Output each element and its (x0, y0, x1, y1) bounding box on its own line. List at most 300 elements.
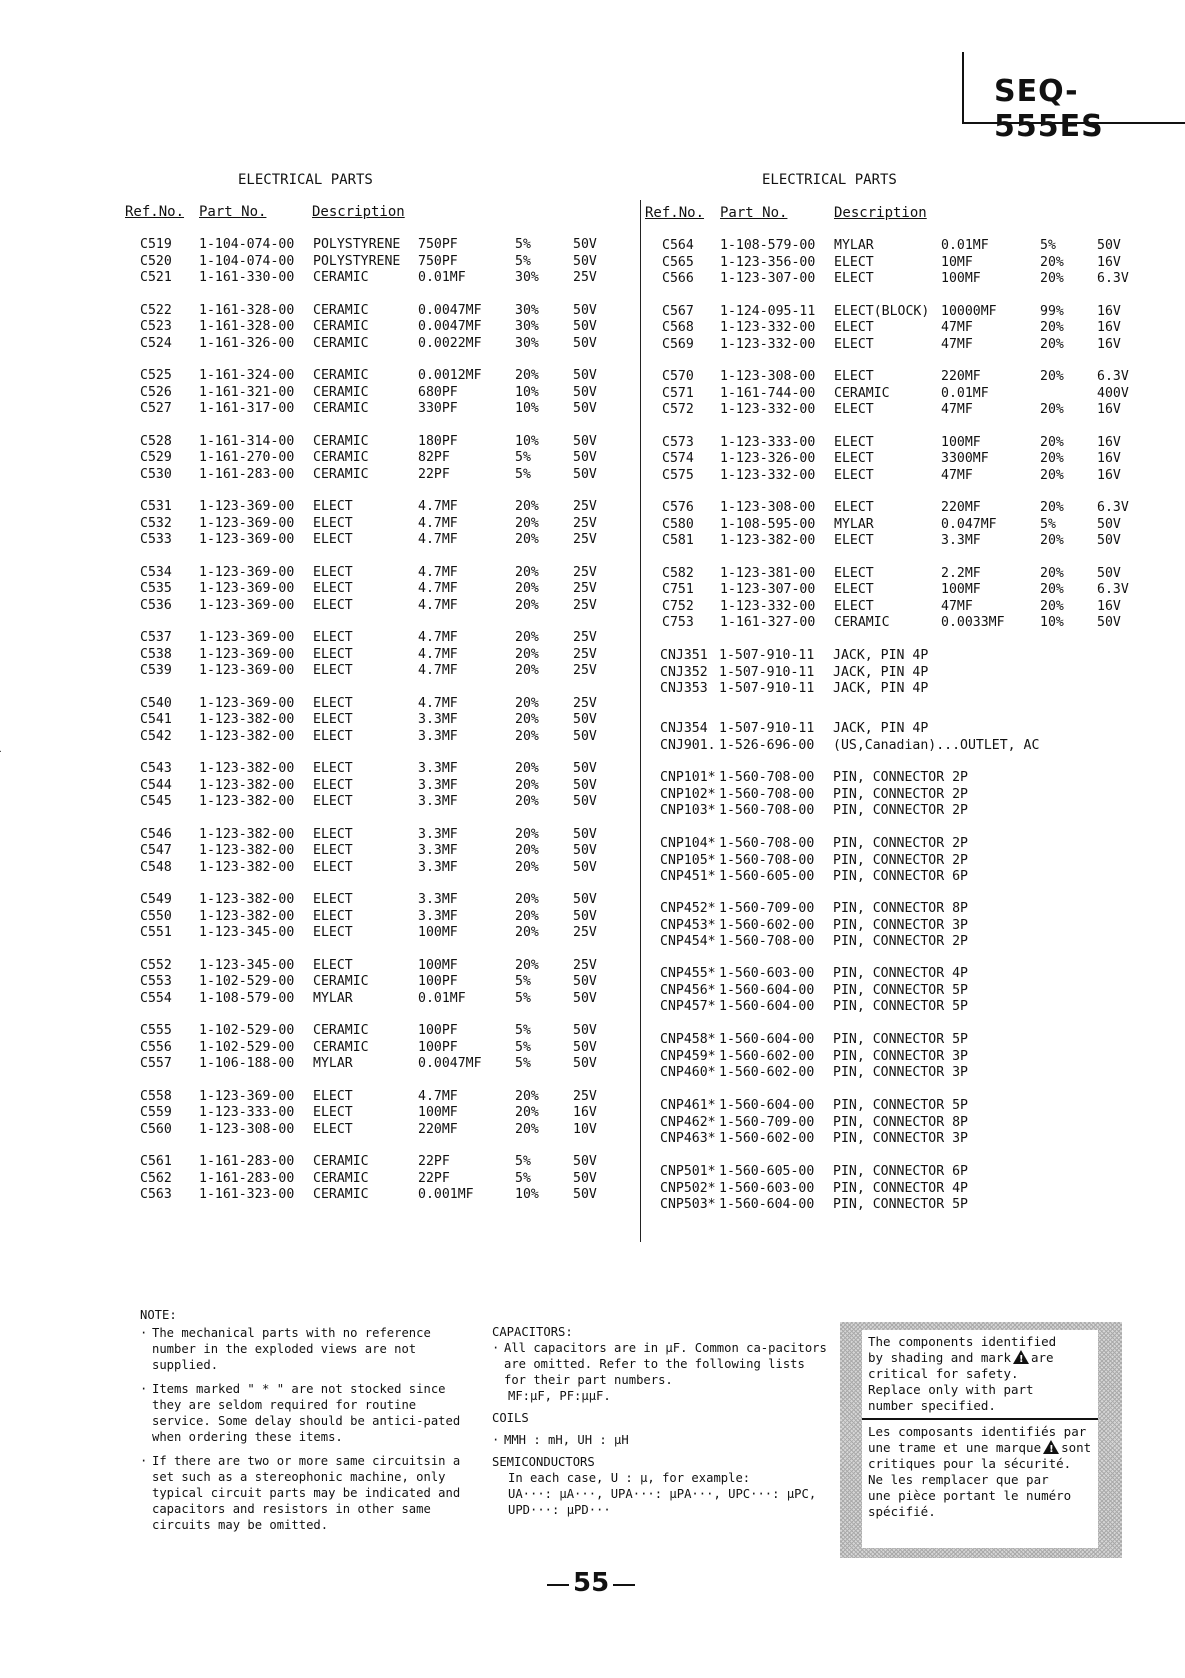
cell-part-no: 1-108-579-00 (720, 238, 816, 253)
safety-en-line (868, 1350, 1092, 1366)
cell-voltage: 25V (573, 696, 597, 711)
cell-ref-no: C520 (140, 254, 172, 269)
safety-fr-line: Les composants identifiés par (868, 1424, 1087, 1439)
cell-part-no: 1-161-328-00 (199, 319, 295, 334)
safety-en-line: The components identified (868, 1334, 1057, 1349)
cell-description: ELECT (834, 599, 874, 614)
cell-ref-no: CNP461* (660, 1098, 716, 1113)
cell-description: PIN, CONNECTOR 3P (833, 1131, 968, 1146)
cell-voltage: 50V (573, 368, 597, 383)
cell-ref-no: CNP452* (660, 901, 716, 916)
cell-description: JACK, PIN 4P (833, 648, 929, 663)
cell-voltage: 50V (1097, 238, 1121, 253)
cell-value: 220MF (418, 1122, 458, 1137)
cell-ref-no: CNJ351 (660, 648, 708, 663)
cell-value: 0.01MF (941, 238, 989, 253)
cell-part-no: 1-102-529-00 (199, 1023, 295, 1038)
warning-triangle-icon (0, 738, 1, 752)
cell-description: CERAMIC (313, 974, 369, 989)
cell-description: ELECT (313, 499, 353, 514)
cell-voltage: 50V (573, 385, 597, 400)
cell-part-no: 1-560-604-00 (719, 999, 815, 1014)
cell-part-no: 1-123-332-00 (720, 468, 816, 483)
cell-value: 82PF (418, 450, 450, 465)
cell-description: JACK, PIN 4P (833, 681, 929, 696)
cell-ref-no: C535 (140, 581, 172, 596)
cell-ref-no: C565 (662, 255, 694, 270)
cell-part-no: 1-102-529-00 (199, 1040, 295, 1055)
cell-voltage: 50V (573, 712, 597, 727)
cell-ref-no: C568 (662, 320, 694, 335)
cell-ref-no: C571 (662, 386, 694, 401)
cell-ref-no: C562 (140, 1171, 172, 1186)
cell-ref-no: CNP502* (660, 1181, 716, 1196)
cell-voltage: 50V (573, 1040, 597, 1055)
cell-value: 4.7MF (418, 565, 458, 580)
cell-ref-no: C533 (140, 532, 172, 547)
cell-description: PIN, CONNECTOR 2P (833, 770, 968, 785)
cell-description: PIN, CONNECTOR 3P (833, 918, 968, 933)
cell-part-no: 1-123-382-00 (720, 533, 816, 548)
cell-voltage: 16V (1097, 337, 1121, 352)
cell-voltage: 50V (573, 450, 597, 465)
cell-value: 4.7MF (418, 598, 458, 613)
cell-voltage: 6.3V (1097, 271, 1129, 286)
safety-divider (862, 1418, 1098, 1420)
cell-voltage: 10V (573, 1122, 597, 1137)
cell-voltage: 25V (573, 499, 597, 514)
cell-voltage: 50V (1097, 615, 1121, 630)
cell-ref-no: C542 (140, 729, 172, 744)
cell-part-no: 1-123-369-00 (199, 499, 295, 514)
cell-description: ELECT (834, 271, 874, 286)
cell-tolerance: 20% (515, 712, 539, 727)
cell-value: 100MF (941, 435, 981, 450)
cell-description: ELECT (313, 712, 353, 727)
cell-tolerance: 20% (515, 958, 539, 973)
cell-tolerance: 5% (515, 237, 531, 252)
cell-voltage: 25V (573, 532, 597, 547)
cell-tolerance: 20% (1040, 582, 1064, 597)
cell-voltage: 50V (573, 336, 597, 351)
cell-description: ELECT (313, 630, 353, 645)
cell-value: 100MF (418, 925, 458, 940)
cell-part-no: 1-123-369-00 (199, 516, 295, 531)
cell-tolerance: 20% (515, 729, 539, 744)
safety-fr-line: spécifié. (868, 1504, 936, 1519)
cell-description: MYLAR (313, 1056, 353, 1071)
cell-description: MYLAR (834, 238, 874, 253)
cell-description: PIN, CONNECTOR 2P (833, 836, 968, 851)
cell-voltage: 50V (573, 237, 597, 252)
cell-part-no: 1-526-696-00 (719, 738, 815, 753)
cell-description: PIN, CONNECTOR 3P (833, 1065, 968, 1080)
cell-description: ELECT (313, 663, 353, 678)
cell-description: ELECT (313, 532, 353, 547)
cell-voltage: 50V (573, 434, 597, 449)
cell-tolerance: 20% (515, 1105, 539, 1120)
cell-part-no: 1-123-369-00 (199, 598, 295, 613)
cell-voltage: 16V (573, 1105, 597, 1120)
cell-value: 47MF (941, 402, 973, 417)
cell-ref-no: C572 (662, 402, 694, 417)
cell-part-no: 1-123-369-00 (199, 663, 295, 678)
cell-value: 2.2MF (941, 566, 981, 581)
cell-value: 3300MF (941, 451, 989, 466)
cell-description: CERAMIC (313, 401, 369, 416)
cell-ref-no: C552 (140, 958, 172, 973)
cell-value: 22PF (418, 1171, 450, 1186)
cell-ref-no: CNJ354 (660, 721, 708, 736)
cell-value: 0.0047MF (418, 303, 482, 318)
cell-part-no: 1-123-345-00 (199, 925, 295, 940)
cell-tolerance: 20% (515, 843, 539, 858)
cell-value: 47MF (941, 320, 973, 335)
cell-description: CERAMIC (313, 303, 369, 318)
cell-voltage: 25V (573, 925, 597, 940)
cell-ref-no: C563 (140, 1187, 172, 1202)
cell-tolerance: 5% (515, 1154, 531, 1169)
cell-ref-no: CNP463* (660, 1131, 716, 1146)
cell-tolerance: 20% (1040, 369, 1064, 384)
cell-ref-no: CNP101* (660, 770, 716, 785)
cell-ref-no: C534 (140, 565, 172, 580)
cell-description: PIN, CONNECTOR 8P (833, 901, 968, 916)
cell-ref-no: CNP454* (660, 934, 716, 949)
cell-voltage: 25V (573, 565, 597, 580)
cell-description: ELECT (834, 566, 874, 581)
cell-part-no: 1-560-602-00 (719, 918, 815, 933)
cell-tolerance: 20% (515, 598, 539, 613)
cell-voltage: 50V (573, 974, 597, 989)
cell-description: ELECT (313, 1089, 353, 1104)
cell-ref-no: CNJ901. (660, 738, 716, 753)
capacitors-text: · All capacitors are in µF. Common ca-pacitors are omitted. Refer to the following lists for their part numbers. (492, 1340, 830, 1388)
cell-value: 100MF (418, 958, 458, 973)
cell-description: PIN, CONNECTOR 5P (833, 983, 968, 998)
cell-part-no: 1-560-602-00 (719, 1131, 815, 1146)
cell-description: POLYSTYRENE (313, 237, 401, 252)
cell-value: 0.0033MF (941, 615, 1005, 630)
cell-ref-no: CNP105* (660, 853, 716, 868)
page-number: 55 (573, 1568, 610, 1598)
cell-description: PIN, CONNECTOR 6P (833, 1164, 968, 1179)
cell-tolerance: 20% (515, 827, 539, 842)
safety-notice-content (862, 1330, 1098, 1548)
cell-tolerance: 20% (1040, 566, 1064, 581)
cell-value: 0.047MF (941, 517, 997, 532)
cell-voltage: 50V (573, 467, 597, 482)
column-divider (640, 200, 641, 1242)
cell-ref-no: CNP453* (660, 918, 716, 933)
cell-voltage: 50V (573, 319, 597, 334)
cell-description: CERAMIC (313, 270, 369, 285)
cell-part-no: 1-161-321-00 (199, 385, 295, 400)
cell-voltage: 50V (573, 794, 597, 809)
cell-value: 330PF (418, 401, 458, 416)
cell-ref-no: CNP460* (660, 1065, 716, 1080)
cell-tolerance: 20% (1040, 468, 1064, 483)
cell-part-no: 1-161-327-00 (720, 615, 816, 630)
cell-tolerance: 20% (515, 516, 539, 531)
cell-ref-no: C560 (140, 1122, 172, 1137)
cell-part-no: 1-102-529-00 (199, 974, 295, 989)
cell-ref-no: CNP451* (660, 869, 716, 884)
cell-description: PIN, CONNECTOR 4P (833, 1181, 968, 1196)
cell-value: 0.0022MF (418, 336, 482, 351)
cell-value: 220MF (941, 500, 981, 515)
cell-part-no: 1-123-382-00 (199, 909, 295, 924)
cell-tolerance: 20% (1040, 451, 1064, 466)
cell-voltage: 50V (573, 909, 597, 924)
cell-value: 0.0047MF (418, 319, 482, 334)
cell-tolerance: 20% (515, 778, 539, 793)
cell-description: PIN, CONNECTOR 2P (833, 803, 968, 818)
cell-part-no: 1-161-283-00 (199, 1154, 295, 1169)
cell-value: 100PF (418, 1023, 458, 1038)
cell-voltage: 50V (573, 1056, 597, 1071)
cell-part-no: 1-560-603-00 (719, 1181, 815, 1196)
cell-part-no: 1-507-910-11 (719, 648, 815, 663)
semiconductors-example: UA···: µA···, UPA···: µPA···, UPC···: µPC, (508, 1487, 817, 1501)
cell-voltage: 50V (573, 991, 597, 1006)
cell-description: ELECT (834, 533, 874, 548)
cell-voltage: 50V (1097, 566, 1121, 581)
cell-voltage: 50V (573, 254, 597, 269)
cell-description: ELECT (313, 843, 353, 858)
cell-ref-no: C556 (140, 1040, 172, 1055)
cell-voltage: 50V (573, 827, 597, 842)
cell-part-no: 1-161-314-00 (199, 434, 295, 449)
cell-ref-no: C544 (140, 778, 172, 793)
cell-tolerance: 10% (515, 434, 539, 449)
cell-tolerance: 20% (515, 1122, 539, 1137)
right-header-desc: Description (834, 205, 927, 221)
cell-ref-no: C537 (140, 630, 172, 645)
cell-tolerance: 20% (1040, 402, 1064, 417)
cell-tolerance: 30% (515, 303, 539, 318)
cell-description: ELECT (834, 582, 874, 597)
cell-value: 100MF (941, 582, 981, 597)
cell-part-no: 1-560-708-00 (719, 787, 815, 802)
cell-description: PIN, CONNECTOR 2P (833, 934, 968, 949)
cell-ref-no: C541 (140, 712, 172, 727)
cell-ref-no: C752 (662, 599, 694, 614)
cell-description: ELECT (313, 860, 353, 875)
left-header-part: Part No. (199, 204, 267, 220)
cell-part-no: 1-123-369-00 (199, 647, 295, 662)
cell-part-no: 1-560-605-00 (719, 1164, 815, 1179)
cell-tolerance: 20% (515, 892, 539, 907)
cell-value: 3.3MF (418, 827, 458, 842)
cell-value: 4.7MF (418, 532, 458, 547)
cell-description: MYLAR (834, 517, 874, 532)
cell-voltage: 16V (1097, 402, 1121, 417)
cell-description: POLYSTYRENE (313, 254, 401, 269)
cell-part-no: 1-123-369-00 (199, 630, 295, 645)
cell-ref-no: C530 (140, 467, 172, 482)
cell-tolerance: 20% (515, 565, 539, 580)
cell-description: PIN, CONNECTOR 4P (833, 966, 968, 981)
cell-part-no: 1-123-332-00 (720, 599, 816, 614)
cell-tolerance: 5% (515, 254, 531, 269)
note-item: · Items marked " * " are not stocked since they are seldom required for routine service. Some delay should be antici-pated when ordering these items. (140, 1381, 480, 1445)
cell-voltage: 400V (1097, 386, 1129, 401)
cell-description: PIN, CONNECTOR 5P (833, 1197, 968, 1212)
cell-ref-no: CNJ353 (660, 681, 708, 696)
cell-value: 750PF (418, 254, 458, 269)
cell-value: 4.7MF (418, 630, 458, 645)
cell-value: 0.01MF (418, 270, 466, 285)
cell-ref-no: C531 (140, 499, 172, 514)
cell-part-no: 1-560-709-00 (719, 901, 815, 916)
cell-voltage: 16V (1097, 468, 1121, 483)
cell-voltage: 50V (573, 860, 597, 875)
cell-description: ELECT (834, 435, 874, 450)
cell-value: 4.7MF (418, 581, 458, 596)
cell-ref-no: C536 (140, 598, 172, 613)
cell-description: ELECT (313, 958, 353, 973)
cell-description: CERAMIC (834, 615, 890, 630)
cell-description: ELECT (313, 1105, 353, 1120)
cell-tolerance: 5% (515, 1056, 531, 1071)
cell-part-no: 1-560-708-00 (719, 853, 815, 868)
cell-tolerance: 20% (1040, 435, 1064, 450)
cell-ref-no: C561 (140, 1154, 172, 1169)
safety-en-line: Replace only with part (868, 1382, 1034, 1397)
cell-part-no: 1-123-369-00 (199, 565, 295, 580)
capacitors-title: CAPACITORS: (492, 1325, 573, 1339)
coils-text: · MMH : mH, UH : µH (492, 1432, 830, 1448)
cell-tolerance: 5% (515, 991, 531, 1006)
cell-voltage: 50V (573, 843, 597, 858)
cell-description: ELECT (834, 320, 874, 335)
cell-description: CERAMIC (834, 386, 890, 401)
cell-ref-no: C569 (662, 337, 694, 352)
cell-description: CERAMIC (313, 336, 369, 351)
cell-value: 4.7MF (418, 696, 458, 711)
cell-description: ELECT (834, 500, 874, 515)
spec-notes-block (492, 1324, 830, 1518)
cell-description: ELECT (313, 516, 353, 531)
cell-ref-no: CNP456* (660, 983, 716, 998)
safety-en-text: are (1031, 1350, 1054, 1365)
note-item: · If there are two or more same circuitsin a set such as a stereophonic machine, only typical circuit parts may be indicated and capacitors and resistors in other same circuits may be omitted. (140, 1453, 480, 1533)
safety-en-line: critical for safety. (868, 1366, 1019, 1381)
cell-voltage: 16V (1097, 304, 1121, 319)
cell-tolerance: 20% (1040, 500, 1064, 515)
cell-ref-no: C553 (140, 974, 172, 989)
cell-tolerance: 10% (515, 1187, 539, 1202)
cell-tolerance: 20% (1040, 533, 1064, 548)
cell-part-no: 1-104-074-00 (199, 254, 295, 269)
cell-description: ELECT (313, 696, 353, 711)
cell-part-no: 1-123-333-00 (199, 1105, 295, 1120)
cell-tolerance: 5% (515, 450, 531, 465)
cell-tolerance: 20% (1040, 255, 1064, 270)
cell-description: ELECT (834, 369, 874, 384)
cell-voltage: 25V (573, 663, 597, 678)
cell-part-no: 1-123-308-00 (720, 369, 816, 384)
cell-tolerance: 20% (1040, 599, 1064, 614)
cell-description: CERAMIC (313, 385, 369, 400)
cell-value: 10000MF (941, 304, 997, 319)
cell-ref-no: C522 (140, 303, 172, 318)
cell-tolerance: 5% (515, 1040, 531, 1055)
cell-tolerance: 5% (515, 974, 531, 989)
cell-tolerance: 30% (515, 270, 539, 285)
cell-part-no: 1-123-382-00 (199, 892, 295, 907)
cell-part-no: 1-123-382-00 (199, 860, 295, 875)
cell-description: PIN, CONNECTOR 5P (833, 1032, 968, 1047)
cell-tolerance: 5% (1040, 238, 1056, 253)
cell-tolerance: 20% (515, 761, 539, 776)
cell-part-no: 1-161-283-00 (199, 1171, 295, 1186)
cell-tolerance: 20% (515, 696, 539, 711)
cell-value: 3.3MF (418, 860, 458, 875)
cell-part-no: 1-123-307-00 (720, 582, 816, 597)
cell-tolerance: 10% (1040, 615, 1064, 630)
cell-part-no: 1-123-382-00 (199, 827, 295, 842)
cell-description: JACK, PIN 4P (833, 721, 929, 736)
cell-description: CERAMIC (313, 1023, 369, 1038)
cell-ref-no: C575 (662, 468, 694, 483)
cell-tolerance: 20% (515, 925, 539, 940)
cell-part-no: 1-123-345-00 (199, 958, 295, 973)
cell-description: PIN, CONNECTOR 2P (833, 787, 968, 802)
cell-ref-no: C566 (662, 271, 694, 286)
cell-part-no: 1-560-603-00 (719, 966, 815, 981)
safety-fr-line (868, 1440, 1092, 1456)
cell-value: 3.3MF (418, 778, 458, 793)
cell-voltage: 16V (1097, 599, 1121, 614)
cell-value: 22PF (418, 467, 450, 482)
cell-voltage: 50V (573, 1023, 597, 1038)
cell-part-no: 1-161-323-00 (199, 1187, 295, 1202)
cell-part-no: 1-123-307-00 (720, 271, 816, 286)
cell-voltage: 50V (1097, 533, 1121, 548)
cell-ref-no: CNP102* (660, 787, 716, 802)
cell-part-no: 1-123-333-00 (720, 435, 816, 450)
notes-block (140, 1307, 480, 1533)
cell-value: 3.3MF (418, 761, 458, 776)
capacitors-units: MF:µF, PF:µµF. (508, 1389, 611, 1403)
cell-part-no: 1-123-382-00 (199, 729, 295, 744)
cell-part-no: 1-123-369-00 (199, 1089, 295, 1104)
cell-part-no: 1-560-708-00 (719, 803, 815, 818)
cell-voltage: 50V (573, 761, 597, 776)
coils-title: COILS (492, 1411, 529, 1425)
cell-value: 4.7MF (418, 647, 458, 662)
cell-ref-no: C540 (140, 696, 172, 711)
cell-ref-no: C548 (140, 860, 172, 875)
cell-description: PIN, CONNECTOR 8P (833, 1115, 968, 1130)
cell-voltage: 50V (573, 401, 597, 416)
cell-part-no: 1-161-330-00 (199, 270, 295, 285)
cell-part-no: 1-108-579-00 (199, 991, 295, 1006)
cell-description: ELECT (313, 565, 353, 580)
cell-value: 680PF (418, 385, 458, 400)
cell-value: 100PF (418, 974, 458, 989)
cell-description: CERAMIC (313, 319, 369, 334)
cell-description: ELECT (313, 892, 353, 907)
cell-voltage: 50V (573, 892, 597, 907)
cell-value: 0.01MF (941, 386, 989, 401)
cell-value: 3.3MF (418, 712, 458, 727)
header-rule-vertical (962, 52, 964, 124)
cell-part-no: 1-560-604-00 (719, 1098, 815, 1113)
cell-tolerance: 20% (515, 1089, 539, 1104)
